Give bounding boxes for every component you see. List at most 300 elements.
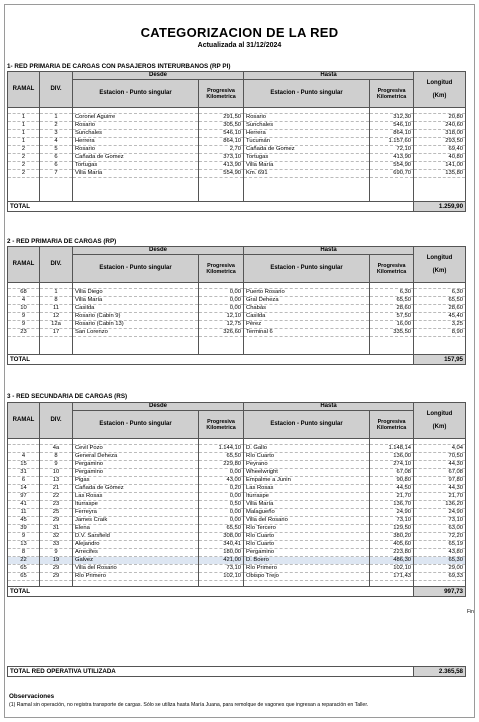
cell-longitud: 97,80 xyxy=(414,477,466,485)
table-row xyxy=(8,321,466,329)
total-label: TOTAL xyxy=(8,587,414,597)
cell-ramal: 1 xyxy=(8,130,40,138)
cell-div: 25 xyxy=(40,509,73,517)
cell-hasta-estacion: Río Cuarto xyxy=(244,453,370,461)
cell-desde-estacion: Villa del Rosario xyxy=(73,565,199,573)
col-ramal: RAMAL xyxy=(8,403,40,439)
cell-desde-progresiva: 0,00 xyxy=(199,509,244,517)
cell-desde-progresiva: 12,10 xyxy=(199,313,244,321)
cell-ramal: 2 xyxy=(8,154,40,162)
cell-hasta-estacion: D. Gallo xyxy=(244,445,370,453)
cell-desde-estacion: Sunchales xyxy=(73,130,199,138)
cell-desde-estacion: General Deheza xyxy=(73,453,199,461)
cell-div: 4a xyxy=(40,445,73,453)
cell-ramal: 15 xyxy=(8,461,40,469)
col-hasta-progresiva xyxy=(370,255,414,283)
cell-longitud: 141,00 xyxy=(414,162,466,170)
cell-hasta-estacion: Río Cuarto xyxy=(244,533,370,541)
cell-desde-progresiva: 305,50 xyxy=(199,122,244,130)
cell-div: 31 xyxy=(40,525,73,533)
cell-desde-estacion: Arrecifes xyxy=(73,549,199,557)
cell-div: 8 xyxy=(40,453,73,461)
cell-longitud: 65,50 xyxy=(414,297,466,305)
table-row xyxy=(8,453,466,461)
cell-hasta-estacion: Casilda xyxy=(244,313,370,321)
cell-hasta-estacion: Las Rosas xyxy=(244,485,370,493)
cell-hasta-estacion: Herrera xyxy=(244,130,370,138)
side-mark: Fin xyxy=(467,609,474,615)
cell-longitud: 65,30 xyxy=(414,557,466,565)
cell-ramal: 4 xyxy=(8,297,40,305)
cell-div: 21 xyxy=(40,485,73,493)
table-row xyxy=(8,477,466,485)
cell-div: 5 xyxy=(40,146,73,154)
cell-desde-progresiva: 421,00 xyxy=(199,557,244,565)
cell-hasta-estacion: Río Primero xyxy=(244,565,370,573)
cell-desde-estacion: Iturraspe xyxy=(73,501,199,509)
document-subtitle: Actualizada al 31/12/2024 xyxy=(197,42,282,49)
total-label: TOTAL xyxy=(8,355,414,365)
cell-desde-estacion: Herrera xyxy=(73,138,199,146)
cell-hasta-estacion: Tucumán xyxy=(244,138,370,146)
cell-hasta-estacion: Rosario xyxy=(244,114,370,122)
table-row xyxy=(8,573,466,581)
document-page xyxy=(4,4,475,718)
cell-div: 29 xyxy=(40,565,73,573)
cell-ramal: 39 xyxy=(8,525,40,533)
cell-div: 8 xyxy=(40,297,73,305)
col-desde-estacion: Estacion - Punto singular xyxy=(73,255,199,283)
cell-desde-estacion: Las Rosas xyxy=(73,493,199,501)
cell-hasta-progresiva: 28,60 xyxy=(370,305,414,313)
col-hasta-estacion: Estacion - Punto singular xyxy=(244,80,370,108)
col-longitud-line2: (Km) xyxy=(432,423,447,430)
table-row xyxy=(8,162,466,170)
cell-hasta-estacion: Pérez xyxy=(244,321,370,329)
cell-desde-estacion: Ferreyra xyxy=(73,509,199,517)
total-row xyxy=(8,355,466,365)
cell-hasta-estacion: Pergamino xyxy=(244,549,370,557)
cell-desde-progresiva: 2,70 xyxy=(199,146,244,154)
cell-hasta-progresiva: 136,70 xyxy=(370,501,414,509)
cell-longitud: 135,80 xyxy=(414,170,466,178)
cell-desde-estacion: Cañada de Gomez xyxy=(73,154,199,162)
cell-desde-estacion: Cañada de Gómez xyxy=(73,485,199,493)
cell-hasta-estacion: Peyrano xyxy=(244,461,370,469)
cell-longitud: 240,60 xyxy=(414,122,466,130)
col-div: DIV. xyxy=(40,403,73,439)
table-row xyxy=(8,517,466,525)
cell-hasta-estacion: Wheelwright xyxy=(244,469,370,477)
cell-longitud: 20,80 xyxy=(414,114,466,122)
cell-div: 9 xyxy=(40,549,73,557)
section-table xyxy=(7,402,466,597)
cell-hasta-progresiva: 486,30 xyxy=(370,557,414,565)
cell-hasta-estacion: Iturraspe xyxy=(244,493,370,501)
cell-desde-progresiva: 0,20 xyxy=(199,485,244,493)
cell-hasta-estacion: Empalme a Junin xyxy=(244,477,370,485)
cell-div: 17 xyxy=(40,329,73,337)
col-progresiva-line2: Kilometrica xyxy=(376,424,407,431)
col-progresiva-line1: Progresiva xyxy=(377,87,406,94)
cell-ramal: 23 xyxy=(8,329,40,337)
col-div: DIV. xyxy=(40,72,73,108)
col-ramal: RAMAL xyxy=(8,247,40,283)
cell-div: 13 xyxy=(40,477,73,485)
cell-hasta-estacion: Km. 691 xyxy=(244,170,370,178)
col-hasta: Hasta xyxy=(244,403,414,411)
cell-hasta-progresiva: 136,00 xyxy=(370,453,414,461)
cell-longitud: 69,33 xyxy=(414,573,466,581)
col-ramal: RAMAL xyxy=(8,72,40,108)
cell-desde-estacion: Cevil Pozo xyxy=(73,445,199,453)
cell-desde-estacion: Pergamino xyxy=(73,461,199,469)
cell-desde-estacion: D.V. Sarsfield xyxy=(73,533,199,541)
cell-desde-progresiva: 0,00 xyxy=(199,493,244,501)
cell-desde-progresiva: 102,10 xyxy=(199,573,244,581)
col-progresiva-line2: Kilometrica xyxy=(376,93,407,100)
cell-hasta-progresiva: 57,50 xyxy=(370,313,414,321)
observations-title: Observaciones xyxy=(9,693,55,700)
total-row xyxy=(8,587,466,597)
cell-ramal: 41 xyxy=(8,501,40,509)
col-desde: Desde xyxy=(73,247,244,255)
cell-div: 33 xyxy=(40,541,73,549)
cell-hasta-estacion: Cañada de Gomez xyxy=(244,146,370,154)
cell-desde-estacion: Galvez xyxy=(73,557,199,565)
cell-hasta-progresiva: 73,10 xyxy=(370,517,414,525)
cell-hasta-progresiva: 67,08 xyxy=(370,469,414,477)
cell-hasta-progresiva: 129,50 xyxy=(370,525,414,533)
cell-hasta-estacion: Río Cuarto xyxy=(244,541,370,549)
table-row xyxy=(8,533,466,541)
col-div: DIV. xyxy=(40,247,73,283)
cell-hasta-progresiva: 65,50 xyxy=(370,297,414,305)
table-row xyxy=(8,329,466,337)
cell-desde-progresiva: 0,00 xyxy=(199,297,244,305)
col-desde-estacion: Estacion - Punto singular xyxy=(73,411,199,439)
col-desde: Desde xyxy=(73,403,244,411)
cell-hasta-progresiva: 380,20 xyxy=(370,533,414,541)
cell-desde-progresiva: 546,10 xyxy=(199,130,244,138)
cell-ramal: 65 xyxy=(8,565,40,573)
cell-longitud: 63,00 xyxy=(414,525,466,533)
cell-desde-estacion: Pergamino xyxy=(73,469,199,477)
cell-hasta-progresiva: 413,90 xyxy=(370,154,414,162)
col-progresiva-line1: Progresiva xyxy=(207,87,235,94)
cell-longitud: 21,70 xyxy=(414,493,466,501)
table-row xyxy=(8,146,466,154)
section-title: 3 - RED SECUNDARIA DE CARGAS (RS) xyxy=(7,393,128,400)
cell-hasta-estacion: Tortugas xyxy=(244,154,370,162)
cell-div: 32 xyxy=(40,533,73,541)
cell-hasta-estacion: Villa del Rosario xyxy=(244,517,370,525)
table-row xyxy=(8,469,466,477)
col-longitud-line2: (Km) xyxy=(432,267,447,274)
table-row xyxy=(8,501,466,509)
cell-hasta-estacion: Terminal 6 xyxy=(244,329,370,337)
cell-hasta-progresiva: 171,43 xyxy=(370,573,414,581)
cell-hasta-progresiva: 546,10 xyxy=(370,122,414,130)
section-table xyxy=(7,71,466,212)
cell-div: 19 xyxy=(40,557,73,565)
cell-div: 12a xyxy=(40,321,73,329)
cell-longitud: 136,20 xyxy=(414,501,466,509)
cell-ramal: 9 xyxy=(8,313,40,321)
table-row xyxy=(8,565,466,573)
cell-div: 29 xyxy=(40,517,73,525)
cell-desde-estacion: James Craik xyxy=(73,517,199,525)
table-row xyxy=(8,525,466,533)
section-title: 1- RED PRIMARIA DE CARGAS CON PASAJEROS INTERURBANOS (RP PI) xyxy=(7,63,231,70)
table-row xyxy=(8,313,466,321)
cell-hasta-progresiva: 90,80 xyxy=(370,477,414,485)
cell-desde-estacion: Tortugas xyxy=(73,162,199,170)
cell-hasta-progresiva: 24,90 xyxy=(370,509,414,517)
cell-desde-estacion: Villa Diego xyxy=(73,289,199,297)
cell-longitud: 28,60 xyxy=(414,305,466,313)
cell-hasta-estacion: Villa María xyxy=(244,162,370,170)
table-row xyxy=(8,493,466,501)
table-row xyxy=(8,557,466,565)
cell-ramal: 8 xyxy=(8,549,40,557)
col-progresiva-line2: Kilometrica xyxy=(206,268,236,275)
col-longitud-line1: Longitud xyxy=(426,254,453,261)
cell-desde-estacion: Coronel Aguirre xyxy=(73,114,199,122)
cell-div: 11 xyxy=(40,305,73,313)
grand-total-label: TOTAL RED OPERATIVA UTILIZADA xyxy=(8,667,414,677)
col-desde-estacion: Estacion - Punto singular xyxy=(73,80,199,108)
cell-desde-progresiva: 65,50 xyxy=(199,525,244,533)
cell-div: 7 xyxy=(40,170,73,178)
cell-hasta-progresiva: 335,50 xyxy=(370,329,414,337)
col-longitud-line1: Longitud xyxy=(426,410,453,417)
cell-longitud: 6,30 xyxy=(414,289,466,297)
total-row xyxy=(8,202,466,212)
cell-ramal: 13 xyxy=(8,541,40,549)
table-row xyxy=(8,461,466,469)
cell-ramal: 1 xyxy=(8,114,40,122)
cell-div: 29 xyxy=(40,573,73,581)
cell-longitud: 67,08 xyxy=(414,469,466,477)
cell-hasta-progresiva: 6,30 xyxy=(370,289,414,297)
cell-longitud: 73,10 xyxy=(414,517,466,525)
cell-ramal: 97 xyxy=(8,493,40,501)
col-longitud xyxy=(414,247,466,283)
cell-hasta-progresiva: 1.157,60 xyxy=(370,138,414,146)
cell-longitud: 293,50 xyxy=(414,138,466,146)
cell-hasta-estacion: Río Tercero xyxy=(244,525,370,533)
cell-hasta-estacion: Chabás xyxy=(244,305,370,313)
cell-div: 23 xyxy=(40,501,73,509)
cell-longitud: 3,25 xyxy=(414,321,466,329)
cell-ramal: 31 xyxy=(8,469,40,477)
table-row xyxy=(8,154,466,162)
table-row xyxy=(8,445,466,453)
col-desde-progresiva xyxy=(199,255,244,283)
cell-ramal: 2 xyxy=(8,170,40,178)
table-row xyxy=(8,170,466,178)
cell-ramal: 22 xyxy=(8,557,40,565)
cell-hasta-progresiva: 21,70 xyxy=(370,493,414,501)
cell-longitud: 69,40 xyxy=(414,146,466,154)
cell-hasta-estacion: Malagueño xyxy=(244,509,370,517)
cell-desde-estacion: Villa María xyxy=(73,297,199,305)
cell-longitud: 29,00 xyxy=(414,565,466,573)
cell-ramal xyxy=(8,445,40,453)
table-row xyxy=(8,130,466,138)
cell-ramal: 65 xyxy=(8,573,40,581)
col-hasta-progresiva xyxy=(370,411,414,439)
cell-hasta-progresiva: 274,10 xyxy=(370,461,414,469)
cell-desde-estacion: Rosario xyxy=(73,122,199,130)
col-progresiva-line1: Progresiva xyxy=(377,418,406,425)
cell-ramal: 2 xyxy=(8,162,40,170)
col-desde-progresiva xyxy=(199,80,244,108)
cell-longitud: 45,40 xyxy=(414,313,466,321)
cell-hasta-progresiva: 405,60 xyxy=(370,541,414,549)
cell-longitud: 8,90 xyxy=(414,329,466,337)
cell-desde-estacion: Villa María xyxy=(73,170,199,178)
cell-desde-progresiva: 326,60 xyxy=(199,329,244,337)
cell-div: 6 xyxy=(40,162,73,170)
cell-longitud: 43,80 xyxy=(414,549,466,557)
cell-desde-progresiva: 0,00 xyxy=(199,517,244,525)
cell-ramal: 11 xyxy=(8,509,40,517)
cell-hasta-progresiva: 16,00 xyxy=(370,321,414,329)
cell-hasta-estacion: Obispo Trejo xyxy=(244,573,370,581)
cell-div: 6 xyxy=(40,154,73,162)
total-value: 997,73 xyxy=(414,587,466,597)
table-row xyxy=(8,485,466,493)
cell-desde-progresiva: 43,00 xyxy=(199,477,244,485)
cell-hasta-estacion: Villa María xyxy=(244,501,370,509)
cell-hasta-progresiva: 223,80 xyxy=(370,549,414,557)
cell-desde-progresiva: 0,00 xyxy=(199,305,244,313)
cell-div: 9 xyxy=(40,461,73,469)
table-row xyxy=(8,114,466,122)
cell-div: 1 xyxy=(40,289,73,297)
cell-desde-progresiva: 1.144,10 xyxy=(199,445,244,453)
cell-div: 12 xyxy=(40,313,73,321)
cell-ramal: 1 xyxy=(8,138,40,146)
col-progresiva-line2: Kilometrica xyxy=(206,93,236,100)
table-row xyxy=(8,138,466,146)
col-desde: Desde xyxy=(73,72,244,80)
col-longitud xyxy=(414,72,466,108)
col-longitud-line1: Longitud xyxy=(426,79,453,86)
cell-desde-progresiva: 229,80 xyxy=(199,461,244,469)
col-longitud xyxy=(414,403,466,439)
cell-hasta-progresiva: 312,30 xyxy=(370,114,414,122)
cell-hasta-progresiva: 864,10 xyxy=(370,130,414,138)
observations-text: (1) Ramal sin operación, no registra transporte de cargas. Sólo se utiliza hasta María Juana, para remolque de vagones que ingresan a reparación en Taller. xyxy=(9,702,369,708)
cell-div: 3 xyxy=(40,130,73,138)
total-value: 157,95 xyxy=(414,355,466,365)
cell-hasta-progresiva: 44,50 xyxy=(370,485,414,493)
cell-longitud: 318,00 xyxy=(414,130,466,138)
cell-hasta-progresiva: 102,10 xyxy=(370,565,414,573)
table-row xyxy=(8,122,466,130)
section-title: 2 - RED PRIMARIA DE CARGAS (RP) xyxy=(7,238,117,245)
cell-desde-progresiva: 864,10 xyxy=(199,138,244,146)
col-hasta: Hasta xyxy=(244,72,414,80)
cell-ramal: 1 xyxy=(8,122,40,130)
cell-longitud: 72,20 xyxy=(414,533,466,541)
cell-desde-progresiva: 12,75 xyxy=(199,321,244,329)
section-table xyxy=(7,246,466,365)
cell-desde-estacion: San Lorenzo xyxy=(73,329,199,337)
col-hasta-progresiva xyxy=(370,80,414,108)
col-hasta: Hasta xyxy=(244,247,414,255)
cell-desde-estacion: Elena xyxy=(73,525,199,533)
cell-longitud: 44,30 xyxy=(414,485,466,493)
cell-hasta-progresiva: 1.148,14 xyxy=(370,445,414,453)
cell-hasta-estacion: Gral Deheza xyxy=(244,297,370,305)
col-progresiva-line2: Kilometrica xyxy=(376,268,407,275)
col-hasta-estacion: Estacion - Punto singular xyxy=(244,255,370,283)
cell-desde-progresiva: 373,10 xyxy=(199,154,244,162)
col-progresiva-line2: Kilometrica xyxy=(206,424,236,431)
cell-hasta-progresiva: 72,10 xyxy=(370,146,414,154)
cell-desde-progresiva: 554,90 xyxy=(199,170,244,178)
cell-longitud: 44,30 xyxy=(414,461,466,469)
table-row xyxy=(8,297,466,305)
cell-ramal: 45 xyxy=(8,517,40,525)
cell-desde-progresiva: 180,00 xyxy=(199,549,244,557)
cell-desde-estacion: Rosario (Cabin 13) xyxy=(73,321,199,329)
cell-desde-estacion: Río Primero xyxy=(73,573,199,581)
cell-desde-progresiva: 0,50 xyxy=(199,501,244,509)
cell-longitud: 70,50 xyxy=(414,453,466,461)
cell-div: 22 xyxy=(40,493,73,501)
cell-desde-progresiva: 0,00 xyxy=(199,469,244,477)
cell-desde-progresiva: 291,50 xyxy=(199,114,244,122)
cell-desde-progresiva: 73,10 xyxy=(199,565,244,573)
cell-ramal: 9 xyxy=(8,321,40,329)
cell-div: 4 xyxy=(40,138,73,146)
col-progresiva-line1: Progresiva xyxy=(207,262,235,269)
cell-hasta-progresiva: 690,70 xyxy=(370,170,414,178)
grand-total-table xyxy=(7,666,466,677)
cell-ramal: 2 xyxy=(8,146,40,154)
cell-div: 1 xyxy=(40,114,73,122)
col-desde-progresiva xyxy=(199,411,244,439)
col-longitud-line2: (Km) xyxy=(432,92,447,99)
total-label: TOTAL xyxy=(8,202,414,212)
cell-desde-progresiva: 0,00 xyxy=(199,289,244,297)
cell-longitud: 40,80 xyxy=(414,154,466,162)
grand-total-value: 2.365,58 xyxy=(414,667,466,677)
cell-desde-estacion: Pigas xyxy=(73,477,199,485)
cell-desde-estacion: Rosario xyxy=(73,146,199,154)
cell-ramal: 4 xyxy=(8,453,40,461)
cell-desde-progresiva: 413,90 xyxy=(199,162,244,170)
table-row xyxy=(8,509,466,517)
col-progresiva-line1: Progresiva xyxy=(207,418,235,425)
document-title: CATEGORIZACION DE LA RED xyxy=(140,25,339,40)
cell-longitud: 4,04 xyxy=(414,445,466,453)
cell-longitud: 65,19 xyxy=(414,541,466,549)
table-row xyxy=(8,305,466,313)
cell-hasta-estacion: D. Boero xyxy=(244,557,370,565)
cell-hasta-progresiva: 554,90 xyxy=(370,162,414,170)
cell-longitud: 24,90 xyxy=(414,509,466,517)
cell-desde-estacion: Rosario (Cabin 9) xyxy=(73,313,199,321)
cell-desde-progresiva: 308,00 xyxy=(199,533,244,541)
table-row xyxy=(8,549,466,557)
col-progresiva-line1: Progresiva xyxy=(377,262,406,269)
